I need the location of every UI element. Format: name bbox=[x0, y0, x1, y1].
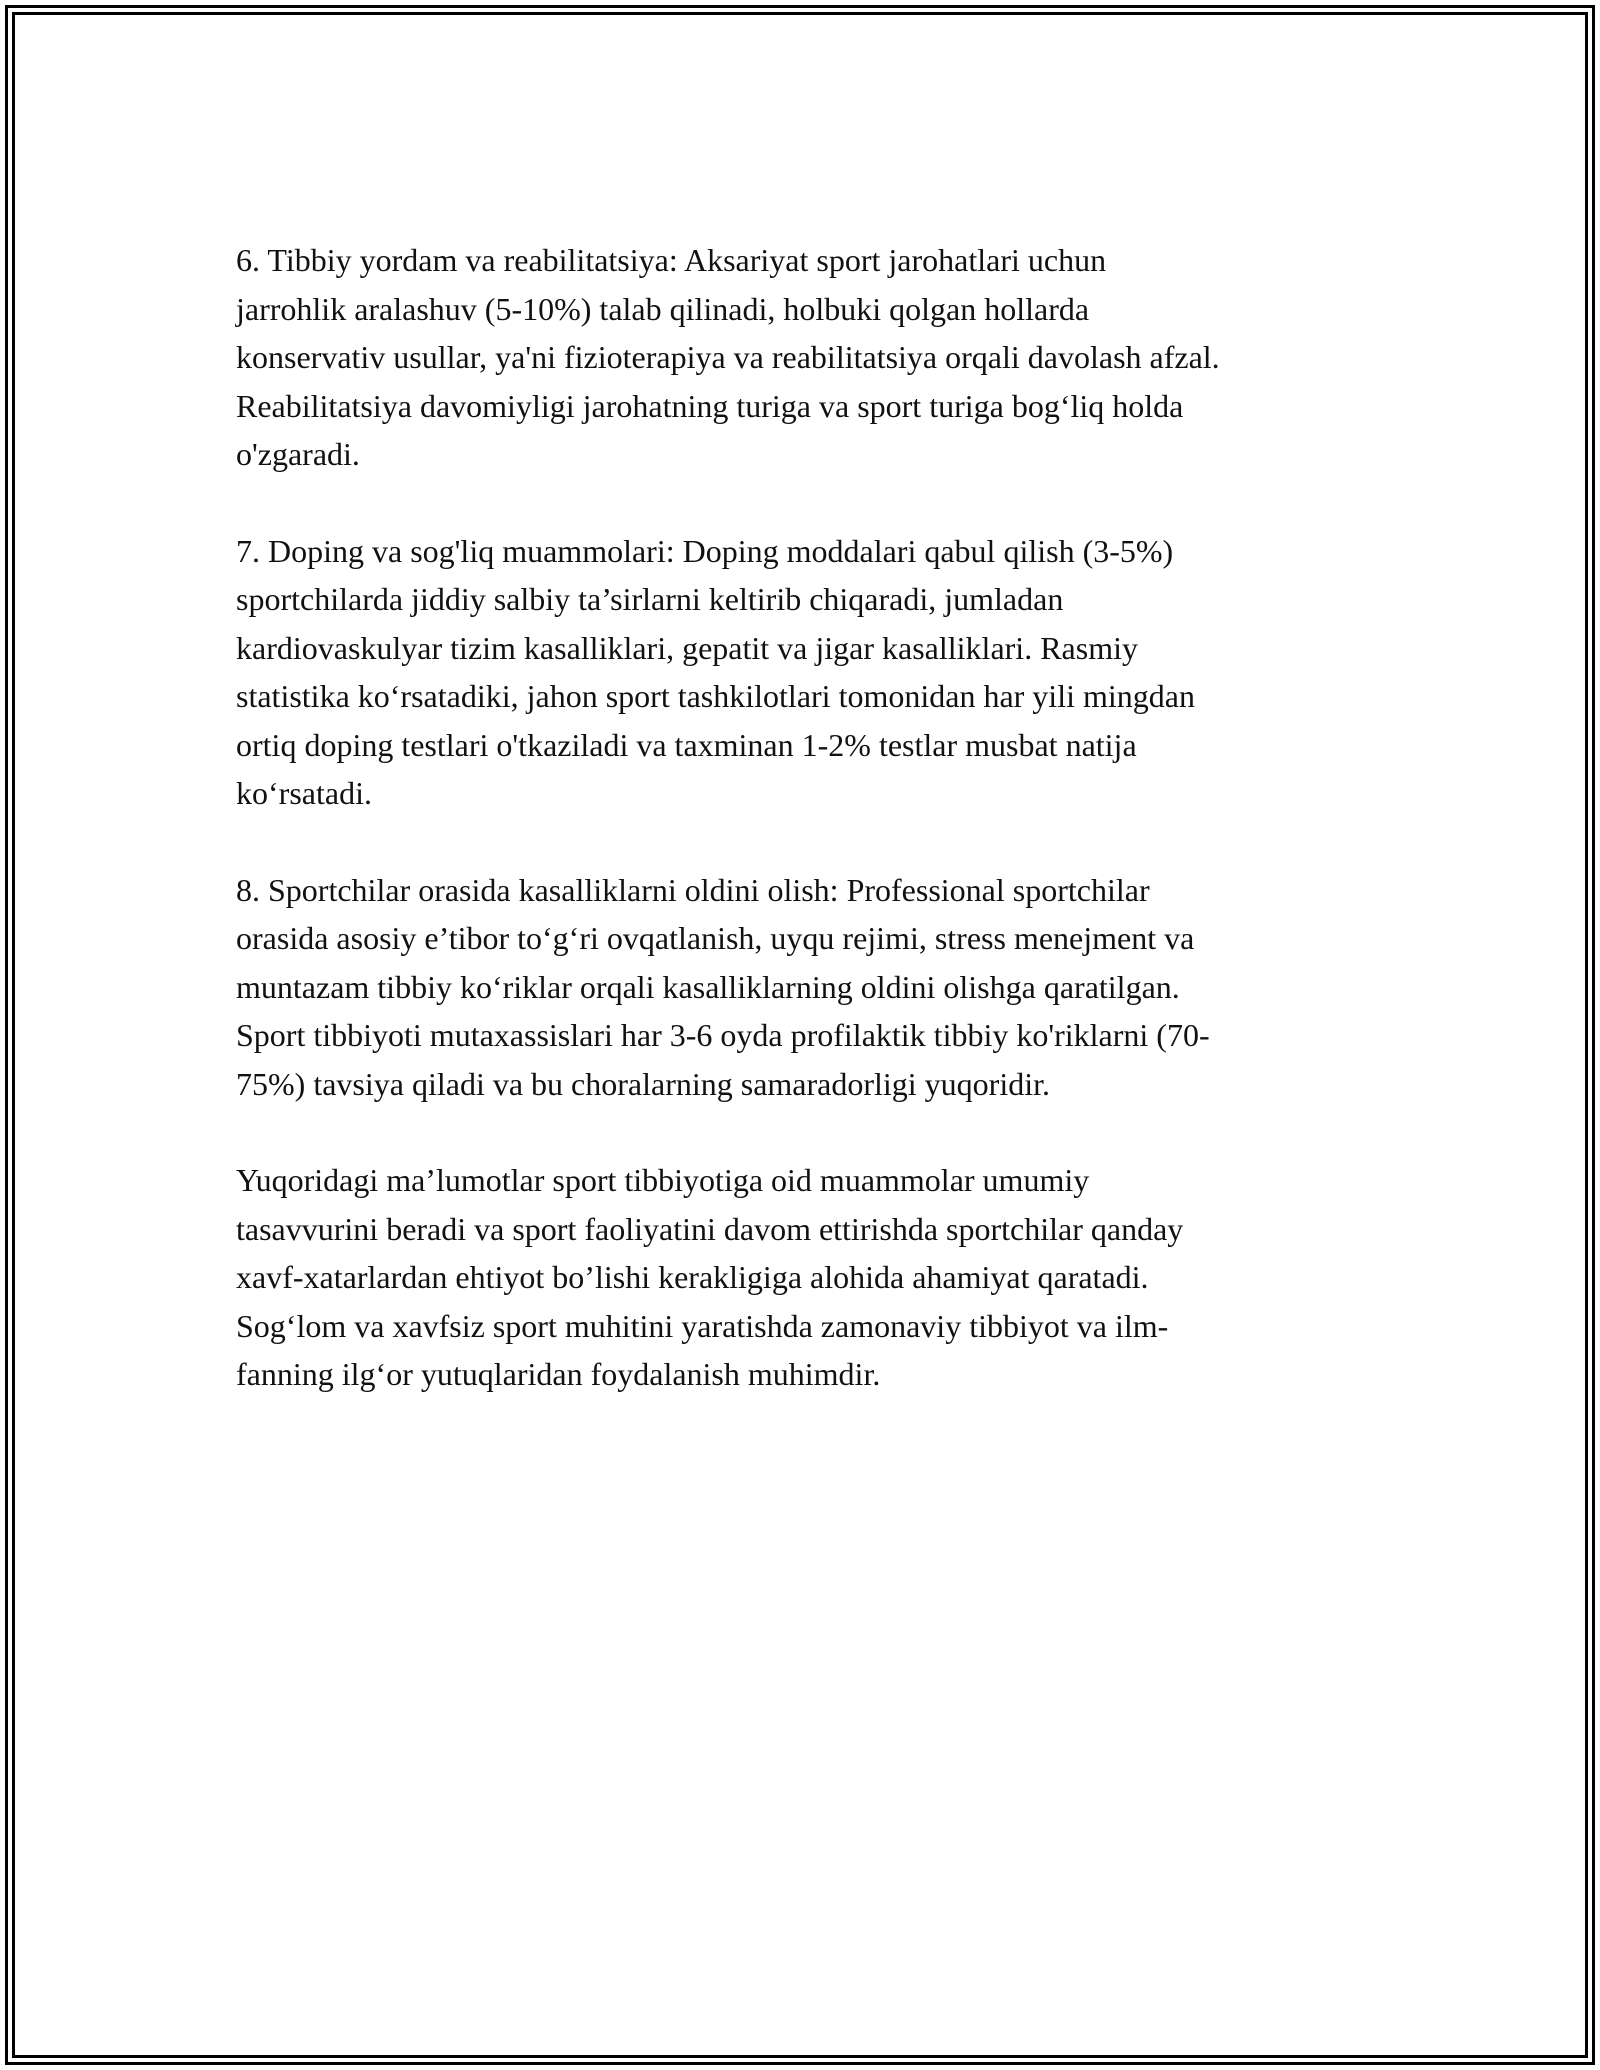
text-line: 75%) tavsiya qiladi va bu choralarning samaradorligi yuqoridir. bbox=[236, 1065, 1050, 1102]
text-line: muntazam tibbiy ko‘riklar orqali kasalliklarning oldini olishga qaratilgan. bbox=[236, 968, 1180, 1005]
text-line: fanning ilg‘or yutuqlaridan foydalanish muhimdir. bbox=[236, 1356, 881, 1392]
paragraph-doping bbox=[236, 527, 1376, 818]
text-line: 7. Doping va sog'liq muammolari: Doping moddalari qabul qilish (3-5%) bbox=[236, 532, 1174, 569]
text-line: 6. Tibbiy yordam va reabilitatsiya: Aksariyat sport jarohatlari uchun bbox=[236, 242, 1107, 278]
text-line: Yuqoridagi ma’lumotlar sport tibbiyotiga oid muammolar umumiy bbox=[236, 1162, 1090, 1198]
text-line: ortiq doping testlari o'tkaziladi va taxminan 1-2% testlar musbat natija bbox=[236, 726, 1137, 763]
text-line: 8. Sportchilar orasida kasalliklarni oldini olish: Professional sportchilar bbox=[236, 871, 1150, 908]
text-line: ko‘rsatadi. bbox=[236, 775, 372, 811]
paragraph-conclusion bbox=[236, 1156, 1376, 1399]
text-line: xavf-xatarlardan ehtiyot bo’lishi kerakligiga alohida ahamiyat qaratadi. bbox=[236, 1259, 1149, 1295]
text-line: o'zgaradi. bbox=[236, 436, 360, 472]
document-body bbox=[236, 236, 1376, 1447]
text-line: jarrohlik aralashuv (5-10%) talab qilinadi, holbuki qolgan hollarda bbox=[236, 290, 1090, 327]
text-line: Sog‘lom va xavfsiz sport muhitini yaratishda zamonaviy tibbiyot va ilm- bbox=[236, 1307, 1169, 1344]
text-line: kardiovaskulyar tizim kasalliklari, gepatit va jigar kasalliklari. Rasmiy bbox=[236, 629, 1138, 666]
text-line: tasavvurini beradi va sport faoliyatini davom ettirishda sportchilar qanday bbox=[236, 1210, 1184, 1247]
text-line: sportchilarda jiddiy salbiy ta’sirlarni keltirib chiqaradi, jumladan bbox=[236, 581, 1064, 617]
text-line: konservativ usullar, ya'ni fizioterapiya va reabilitatsiya orqali davolash afzal. bbox=[236, 339, 1220, 375]
text-line: Sport tibbiyoti mutaxassislari har 3-6 oyda profilaktik tibbiy ko'riklarni (70- bbox=[236, 1017, 1210, 1053]
text-line: statistika ko‘rsatadiki, jahon sport tashkilotlari tomonidan har yili mingdan bbox=[236, 678, 1195, 714]
paragraph-medical-care bbox=[236, 236, 1376, 479]
paragraph-prevention bbox=[236, 866, 1376, 1109]
text-line: Reabilitatsiya davomiyligi jarohatning turiga va sport turiga bog‘liq holda bbox=[236, 387, 1184, 424]
text-line: orasida asosiy e’tibor to‘g‘ri ovqatlanish, uyqu rejimi, stress menejment va bbox=[236, 920, 1195, 956]
